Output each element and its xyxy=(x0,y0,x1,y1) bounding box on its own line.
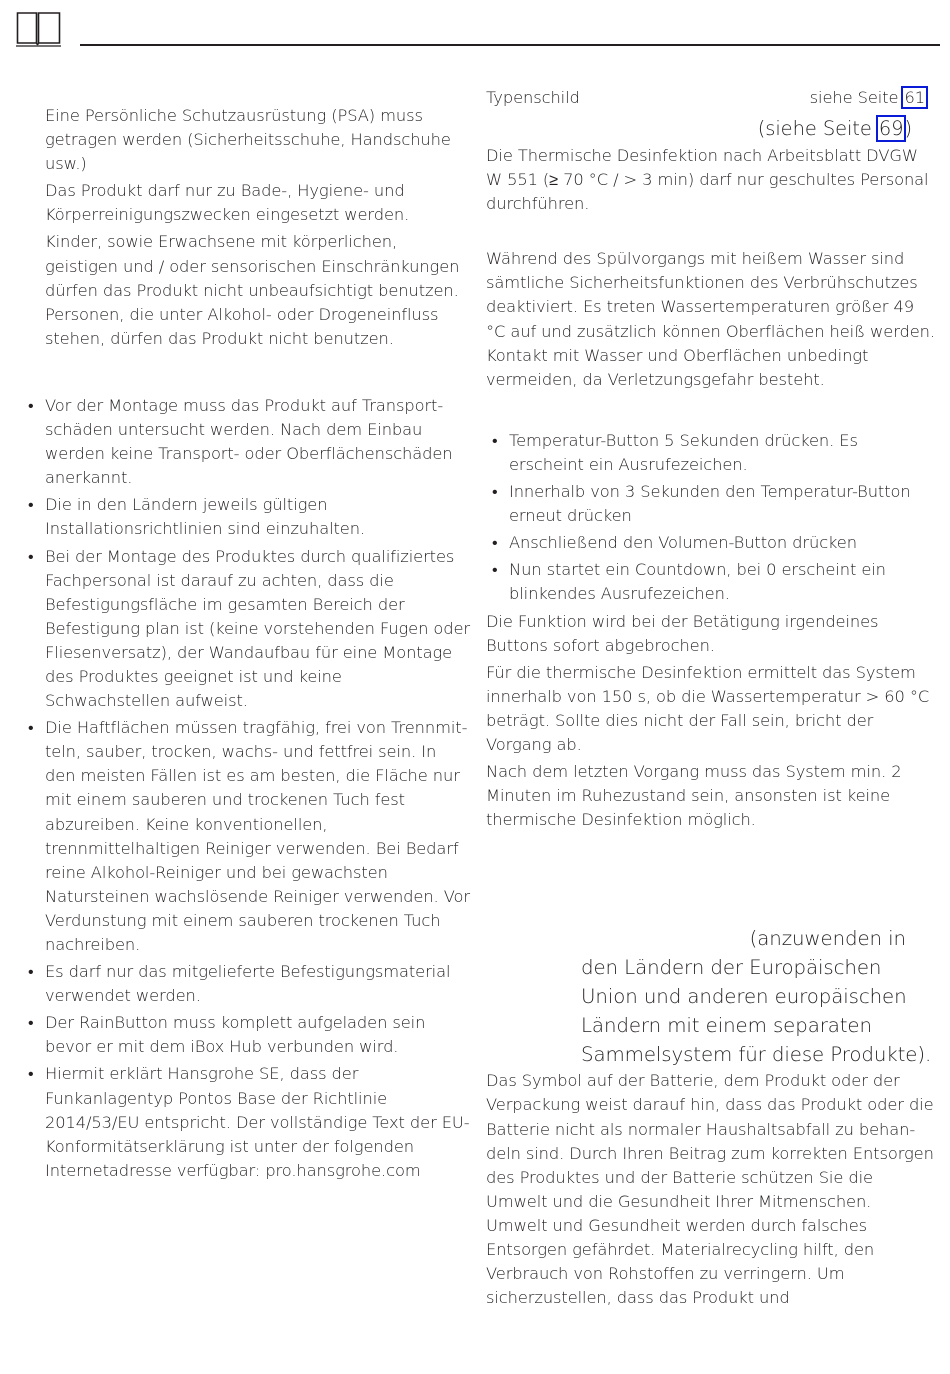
disinfection-reference xyxy=(486,116,912,142)
disinfection-intro: Die Thermische Desinfektion nach Arbeitsblatt DVGW W 551 (≥ 70 °C / > 3 min) darf nur geschultes Personal durchführen. xyxy=(486,146,929,214)
book-icon xyxy=(16,10,61,47)
page-link-61[interactable]: 61 xyxy=(904,88,925,107)
list-item: • Bei der Montage des Produktes durch qualifiziertes Fachpersonal ist darauf zu achten, dass die Befestigungsfläche im gesamten Bereich der Befestigung plan ist (keine vorstehenden Fugen oder Fliesenversatz), der Wandaufbau für eine Montage des Produktes geeignet ist und keine Schwachstellen aufweist. xyxy=(45,545,470,714)
list-item: • Der RainButton muss komplett aufgeladen sein bevor er mit dem iBox Hub verbunden wird. xyxy=(45,1011,470,1059)
abort-note: Die Funktion wird bei der Betätigung irgendeines Buttons sofort abgebrochen. xyxy=(486,611,879,655)
left-column xyxy=(45,104,470,1186)
list-item: • Die Haftflächen müssen tragfähig, frei von Trennmitteln, sauber, trocken, wachs- und fettfrei sein. In den meisten Fällen ist es am besten, die Fläche nur mit einem sauberen und trockenen Tuch fest abzureiben. Keine konventionellen, trennmittelhaltigen Reiniger verwenden. Bei Bedarf reine Alkohol-Reiniger und bei gewachsten Natursteinen wachslösende Reiniger verwenden. Vor Verdunstung mit einem sauberen trockenen Tuch nachreiben. xyxy=(45,716,470,957)
typeplate-reference xyxy=(810,86,926,110)
disposal-heading-lead: (anzuwenden in xyxy=(749,927,906,951)
page-link-69[interactable]: 69 xyxy=(878,117,904,140)
right-column xyxy=(486,86,936,1313)
disinfection-ref-close: ) xyxy=(904,117,912,140)
list-item: • Innerhalb von 3 Sekunden den Temperatur-Button erneut drücken xyxy=(509,480,936,528)
header-rule xyxy=(80,44,940,46)
scald-warning-text: Während des Spülvorgangs mit heißem Wasser sind sämtliche Sicherheitsfunktionen des Verbrühschutzes deaktiviert. Es treten Wassertemperaturen größer 49 °C auf und zusätzlich können Oberflächen heiß werden. Kontakt mit Wasser und Oberflächen unbedingt vermeiden, da Verletzungsgefahr besteht. xyxy=(486,249,935,389)
safety-supervision-text: Kinder, sowie Erwachsene mit körperlichen, geistigen und / oder sensorischen Einschränkungen dürfen das Produkt nicht unbeaufsichtigt benutzen. Personen, die unter Alkohol- oder Drogeneinfluss stehen, dürfen das Produkt nicht benutzen. xyxy=(45,232,460,348)
typeplate-label: Typenschild xyxy=(486,88,580,107)
list-item: • Die in den Ländern jeweils gültigen Installationsrichtlinien sind einzuhalten. xyxy=(45,493,470,541)
temperature-check-note: Für die thermische Desinfektion ermittelt das System innerhalb von 150 s, ob die Wassertemperatur > 60 °C beträgt. Sollte dies nicht der Fall sein, bricht der Vorgang ab. xyxy=(486,662,930,754)
installation-notes-list xyxy=(45,394,470,1183)
list-item: • Es darf nur das mitgelieferte Befestigungsmaterial verwendet werden. xyxy=(45,960,470,1008)
disposal-body-text: Das Symbol auf der Batterie, dem Produkt oder der Verpackung weist darauf hin, dass das Produkt oder die Batterie nicht als normaler Haushaltsabfall zu behandeln sind. Durch Ihren Beitrag zum korrekten Entsorgen des Produktes und der Batterie schützen Sie die Umwelt und die Gesundheit Ihrer Mitmenschen. Umwelt und Gesundheit werden durch falsches Entsorgen gefährdet. Materialrecycling hilft, den Verbrauch von Rohstoffen zu verringern. Um sicherzustellen, dass das Produkt und xyxy=(486,1071,934,1308)
disposal-heading-rest: den Ländern der Europäischen Union und anderen europäischen Ländern mit einem separaten Sammelsystem für diese Produkte). xyxy=(581,956,932,1067)
list-item: • Hiermit erklärt Hansgrohe SE, dass der Funkanlagentyp Pontos Base der Richtlinie 2014/53/EU entspricht. Der vollständige Text der EU-Konformitätserklärung ist unter der folgenden Internetadresse verfügbar: pro.hansgrohe.com xyxy=(45,1062,470,1182)
disinfection-ref-text: (siehe Seite xyxy=(757,117,878,140)
safety-ppe-text: Eine Persönliche Schutzausrüstung (PSA) muss getragen werden (Sicherheitsschuhe, Handschuhe usw.) xyxy=(45,106,451,174)
safety-usage-text: Das Produkt darf nur zu Bade-, Hygiene- und Körperreinigungszwecken eingesetzt werden. xyxy=(45,181,410,225)
typeplate-ref-text: siehe Seite xyxy=(809,88,904,107)
list-item: • Vor der Montage muss das Produkt auf Transportschäden untersucht werden. Nach dem Einbau werden keine Transport- oder Oberflächenschäden anerkannt. xyxy=(45,394,470,490)
list-item: • Temperatur-Button 5 Sekunden drücken. Es erscheint ein Ausrufezeichen. xyxy=(509,429,936,477)
list-item: • Anschließend den Volumen-Button drücken xyxy=(509,531,936,555)
list-item: • Nun startet ein Countdown, bei 0 erscheint ein blinkendes Ausrufezeichen. xyxy=(509,558,936,606)
disinfection-steps-list xyxy=(509,429,936,607)
disposal-heading xyxy=(581,924,936,1069)
rest-time-note: Nach dem letzten Vorgang muss das System min. 2 Minuten im Ruhezustand sein, ansonsten ist keine thermische Desinfektion möglich. xyxy=(486,762,902,830)
typeplate-row xyxy=(486,86,936,110)
